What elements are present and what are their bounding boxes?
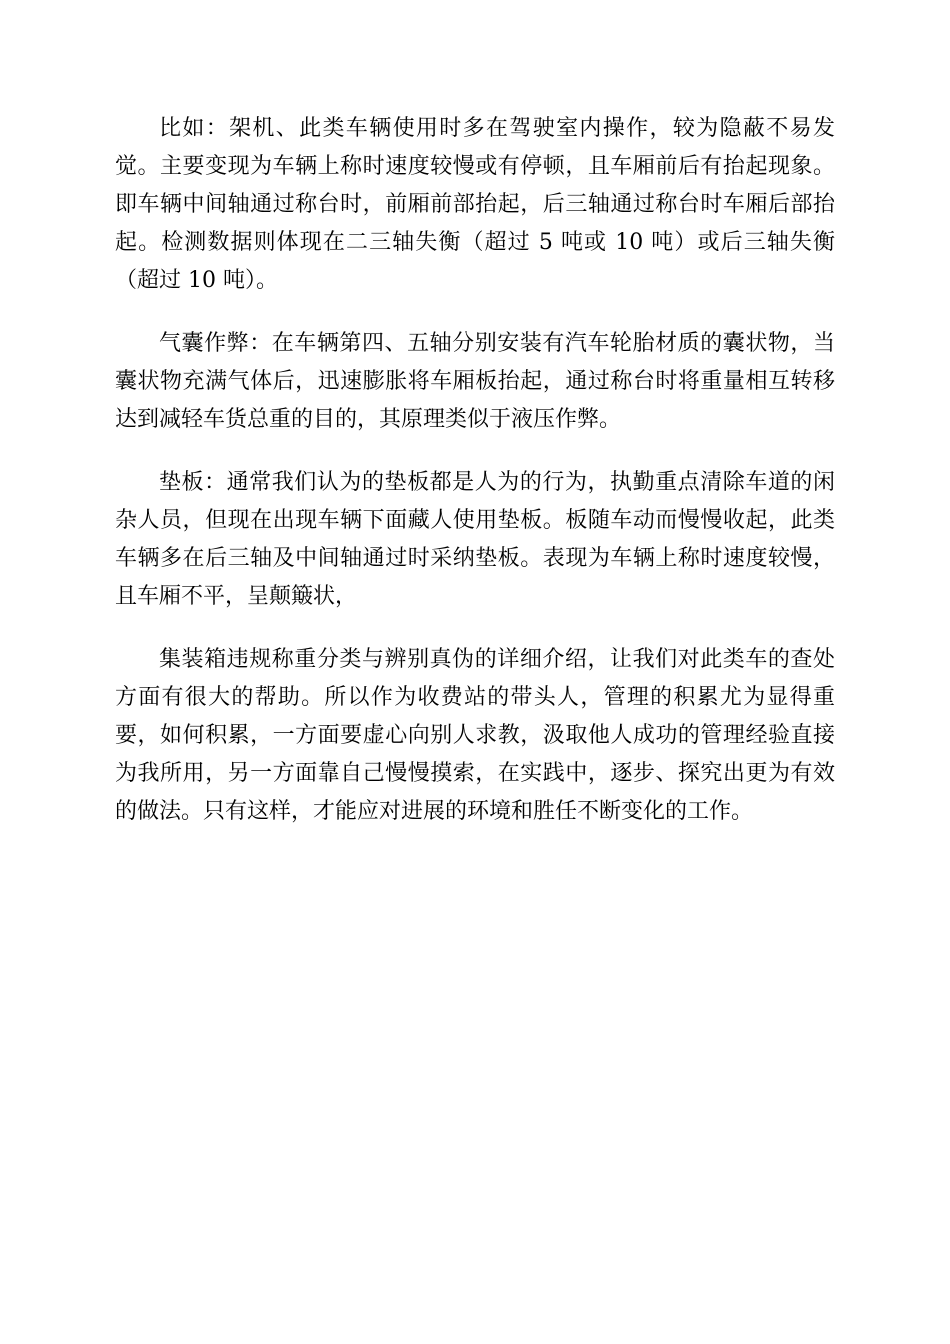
document-body bbox=[115, 110, 835, 856]
paragraph-pad-board: 垫板：通常我们认为的垫板都是人为的行为，执勤重点清除车道的闲杂人员，但现在出现车辆下面藏人使用垫板。板随车动而慢慢收起，此类车辆多在后三轴及中间轴通过时采纳垫板。表现为车辆上称时速度较慢，且车厢不平，呈颠簸状， bbox=[115, 470, 835, 609]
paragraph-axle-lift: 比如：架机、此类车辆使用时多在驾驶室内操作，较为隐蔽不易发觉。主要变现为车辆上称时速度较慢或有停顿，且车厢前后有抬起现象。即车辆中间轴通过称台时，前厢前部抬起，后三轴通过称台时车厢后部抬起。检测数据则体现在二三轴失衡（超过 5 吨或 10 吨）或后三轴失衡（超过 10 吨）。 bbox=[115, 116, 835, 293]
paragraph-airbag-cheat: 气囊作弊：在车辆第四、五轴分别安装有汽车轮胎材质的囊状物，当囊状物充满气体后，迅速膨胀将车厢板抬起，通过称台时将重量相互转移达到减轻车货总重的目的，其原理类似于液压作弊。 bbox=[115, 331, 835, 432]
paragraph-conclusion: 集装箱违规称重分类与辨别真伪的详细介绍，让我们对此类车的查处方面有很大的帮助。所以作为收费站的带头人，管理的积累尤为显得重要，如何积累，一方面要虚心向别人求教，汲取他人成功的管理经验直接为我所用，另一方面靠自己慢慢摸索，在实践中，逐步、探究出更为有效的做法。只有这样，才能应对进展的环境和胜任不断变化的工作。 bbox=[115, 647, 835, 824]
